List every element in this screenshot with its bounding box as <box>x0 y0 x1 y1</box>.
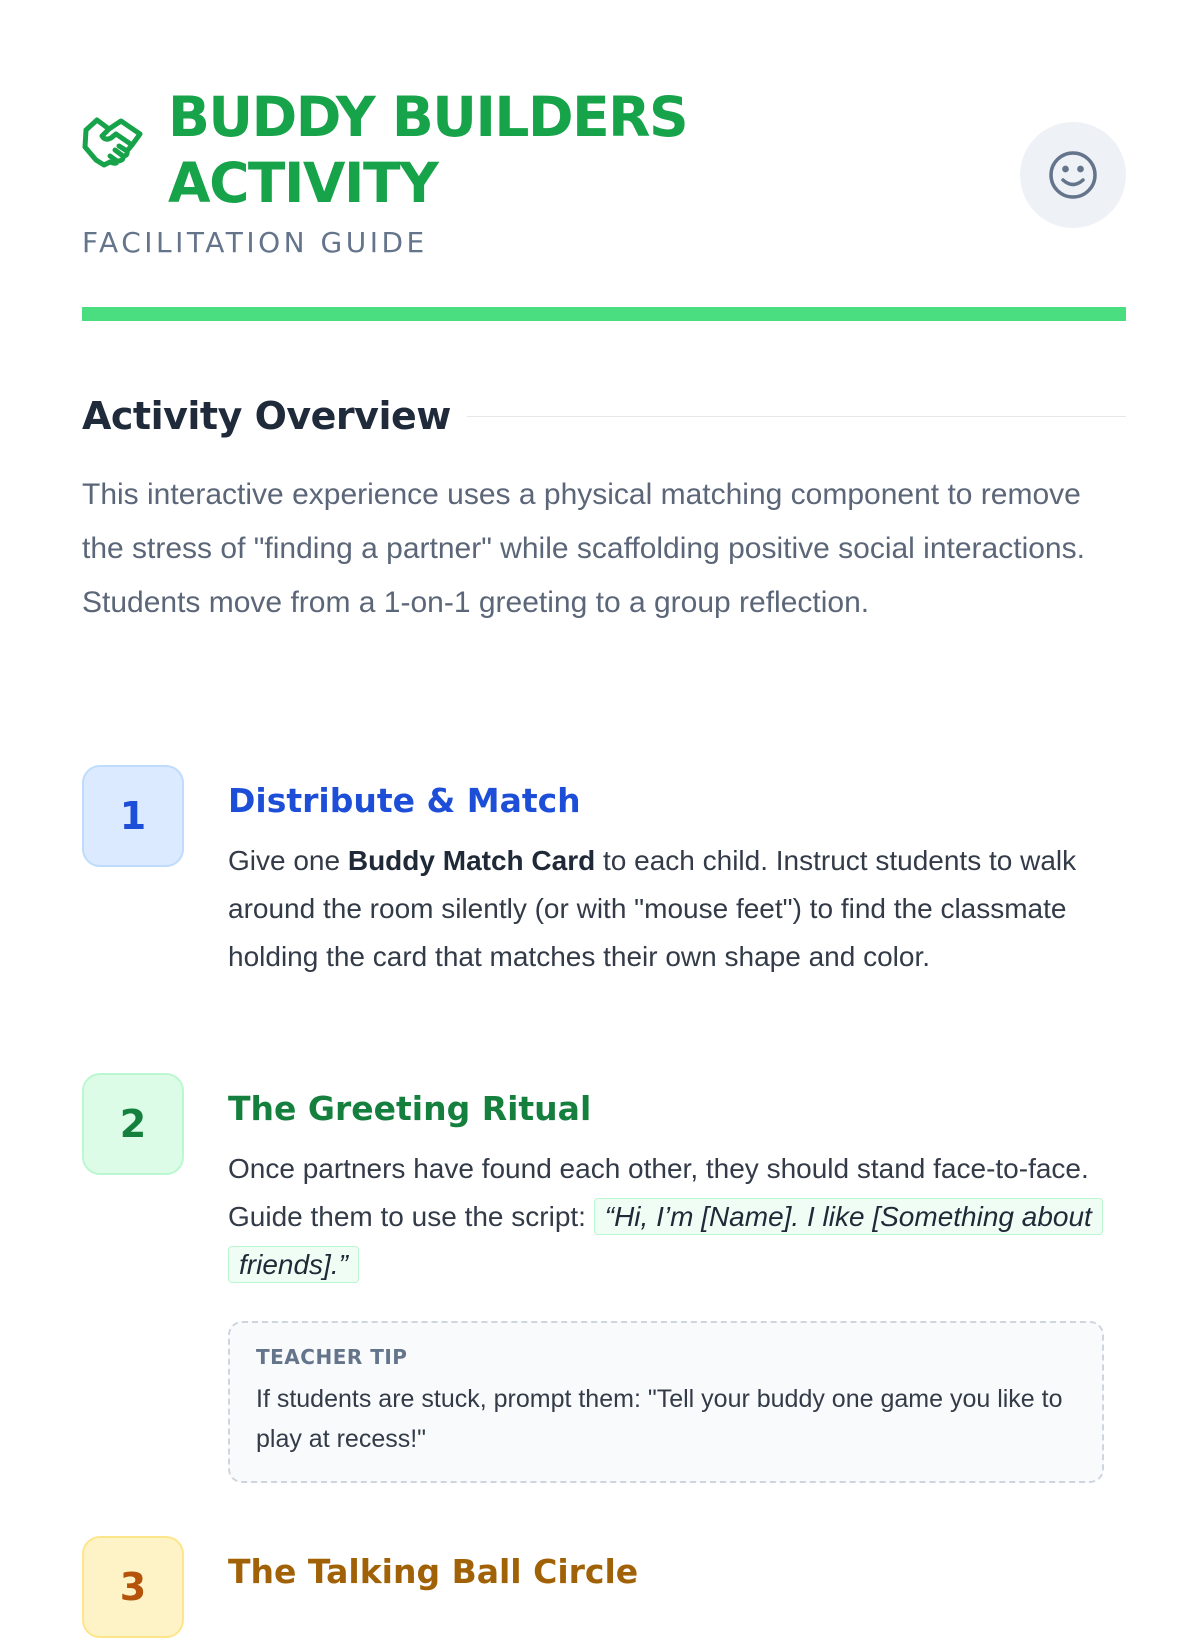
greeting-script-highlight: “Hi, I’m [Name]. I like [Something about friends].” <box>228 1198 1103 1283</box>
facilitation-guide-page <box>82 0 1126 1609</box>
step-3 <box>82 1536 1126 1638</box>
step-text-part: Once partners have found each other, they should stand face-to-face. Guide them to use the script: <box>228 1153 1089 1232</box>
step-body <box>228 1073 1126 1503</box>
teacher-tip-box <box>228 1321 1104 1483</box>
header-divider-bar <box>82 307 1126 321</box>
step-description <box>228 837 1126 981</box>
step-text-part: to each child. Instruct students to walk around the room silently (or with "mouse feet") to find the classmate holding the card that matches their own shape and color. <box>228 845 1077 972</box>
step-1 <box>82 765 1126 1025</box>
header <box>82 84 1126 264</box>
smiley-face-icon <box>1047 149 1099 201</box>
step-body <box>228 1536 1126 1592</box>
step-number-badge: 2 <box>82 1073 184 1175</box>
teacher-tip-text: If students are stuck, prompt them: "Tell your buddy one game you like to play at recess!" <box>256 1385 1063 1453</box>
step-body <box>228 765 1126 981</box>
overview-text: This interactive experience uses a physical matching component to remove the stress of "finding a partner" while scaffolding positive social interactions. Students move from a 1-on-1 greeting to a group reflection. <box>82 478 1085 619</box>
teacher-tip-label: TEACHER TIP <box>256 1345 408 1369</box>
page-title: BUDDY BUILDERS ACTIVITY <box>168 85 688 215</box>
step-description <box>228 1145 1126 1289</box>
step-number-badge: 3 <box>82 1536 184 1638</box>
overview-heading-row <box>82 388 1126 444</box>
step-2 <box>82 1073 1126 1503</box>
step-title: Distribute & Match <box>228 781 581 820</box>
step-text-part: Give one <box>228 845 348 876</box>
page-subtitle: FACILITATION GUIDE <box>82 226 428 259</box>
smiley-face-button[interactable] <box>1020 122 1126 228</box>
step-title: The Greeting Ritual <box>228 1089 592 1128</box>
step-number-badge: 1 <box>82 765 184 867</box>
overview-heading: Activity Overview <box>82 394 451 438</box>
heading-rule <box>467 416 1126 417</box>
handshake-icon <box>82 114 144 172</box>
step-text-emphasis: Buddy Match Card <box>347 845 596 876</box>
step-title: The Talking Ball Circle <box>228 1552 639 1591</box>
